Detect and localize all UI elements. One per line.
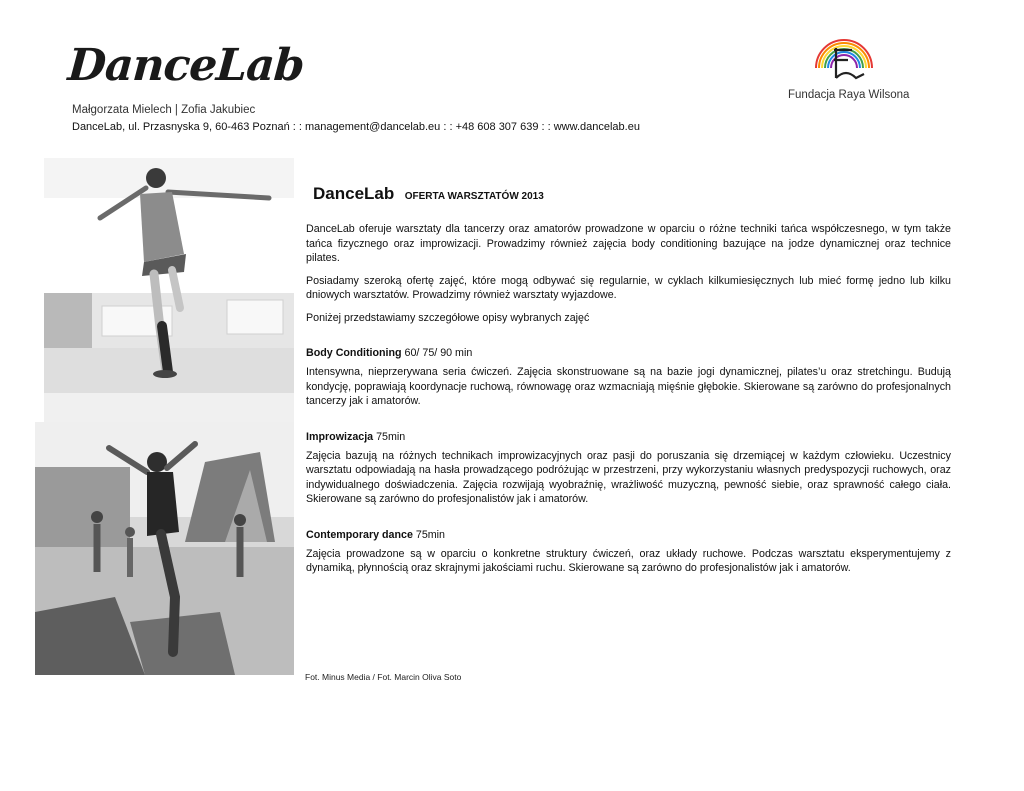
section-heading: [306, 347, 951, 359]
section-name: Improwizacja: [306, 430, 374, 443]
section-name: Contemporary dance: [306, 528, 413, 541]
contact-line: DanceLab, ul. Przasnyska 9, 60-463 Poznań : : management@dancelab.eu : : +48 608 307 639 : : www.dancelab.eu: [72, 121, 640, 133]
section-heading: [306, 431, 951, 443]
page-subtitle: OFERTA WARSZTATÓW 2013: [404, 191, 544, 202]
section-duration: 75min: [373, 430, 406, 443]
foundation-name: Fundacja Raya Wilsona: [788, 89, 910, 101]
page-title: DanceLab: [313, 184, 395, 203]
section-name: Body Conditioning: [306, 347, 402, 359]
section-text: Zajęcia prowadzone są w oparciu o konkretne struktury ćwiczeń, oraz układy ruchowe. Podczas warsztatu eksperymentujemy z dynamiką, płynnością oraz skrajnymi jakościami ruchu. Skierowane są zarówno do profesjonalistów jak i amatorów.: [306, 547, 951, 574]
intro-paragraph: DanceLab oferuje warsztaty dla tancerzy oraz amatorów prowadzone w oparciu o różne techniki tańca współczesnego, w tym także tańca fizycznego oraz improwizacji. Prowadzimy również zajęcia body conditioning bazujące na jodze dynamicznej oraz technice pilates.: [306, 223, 951, 264]
authors-line: Małgorzata Mielech | Zofia Jakubiec: [72, 104, 256, 116]
title-row: [313, 184, 951, 204]
offer-content: [306, 184, 951, 584]
dancelab-logo: DanceLab: [66, 40, 306, 91]
photo-credit: Fot. Minus Media / Fot. Marcin Oliva Soto: [305, 672, 462, 682]
section-text: Zajęcia bazują na różnych technikach improwizacyjnych oraz pasji do poruszania się drzemiącej w każdym człowieku. Uczestnicy warsztatu odpowiadają na hasła prowadzącego podróżując w przestrzeni, przy wykorzystaniu własnych predyspozycji ruchowych, oraz indywidualnego doświadczenia. Zajęcia rozwijają wyobraźnię, wrażliwość muzyczną, pewność siebie, oraz sprawność całego ciała. Skierowane są zarówno do profesjonalistów jak i amatorów.: [306, 449, 951, 505]
rainbow-logo-icon: [812, 34, 876, 84]
intro-paragraph: Posiadamy szeroką ofertę zajęć, które mogą odbywać się regularnie, w cyklach kilkumiesięcznych lub mieć formę jedno lub kilku dniowych warsztatów. Prowadzimy również warsztaty wyjazdowe.: [306, 274, 951, 301]
section-duration: 75min: [412, 528, 445, 541]
workshop-photo: [35, 422, 294, 675]
intro-paragraph: Poniżej przedstawiamy szczegółowe opisy wybranych zajęć: [306, 311, 590, 324]
section-heading: [306, 529, 951, 541]
section-duration: 60/ 75/ 90 min: [401, 347, 473, 359]
dancer-photo: [44, 158, 294, 438]
section-text: Intensywna, nieprzerywana seria ćwiczeń. Zajęcia skonstruowane są na bazie jogi dynamicznej, pilates’u oraz stretchingu. Budują kondycję, poprawiają koordynacje ruchową, równowagę oraz wzmacniają mięśnie głębokie. Skierowane są zarówno do profesjonalnych tancerzy jak i amatorów.: [306, 366, 951, 407]
